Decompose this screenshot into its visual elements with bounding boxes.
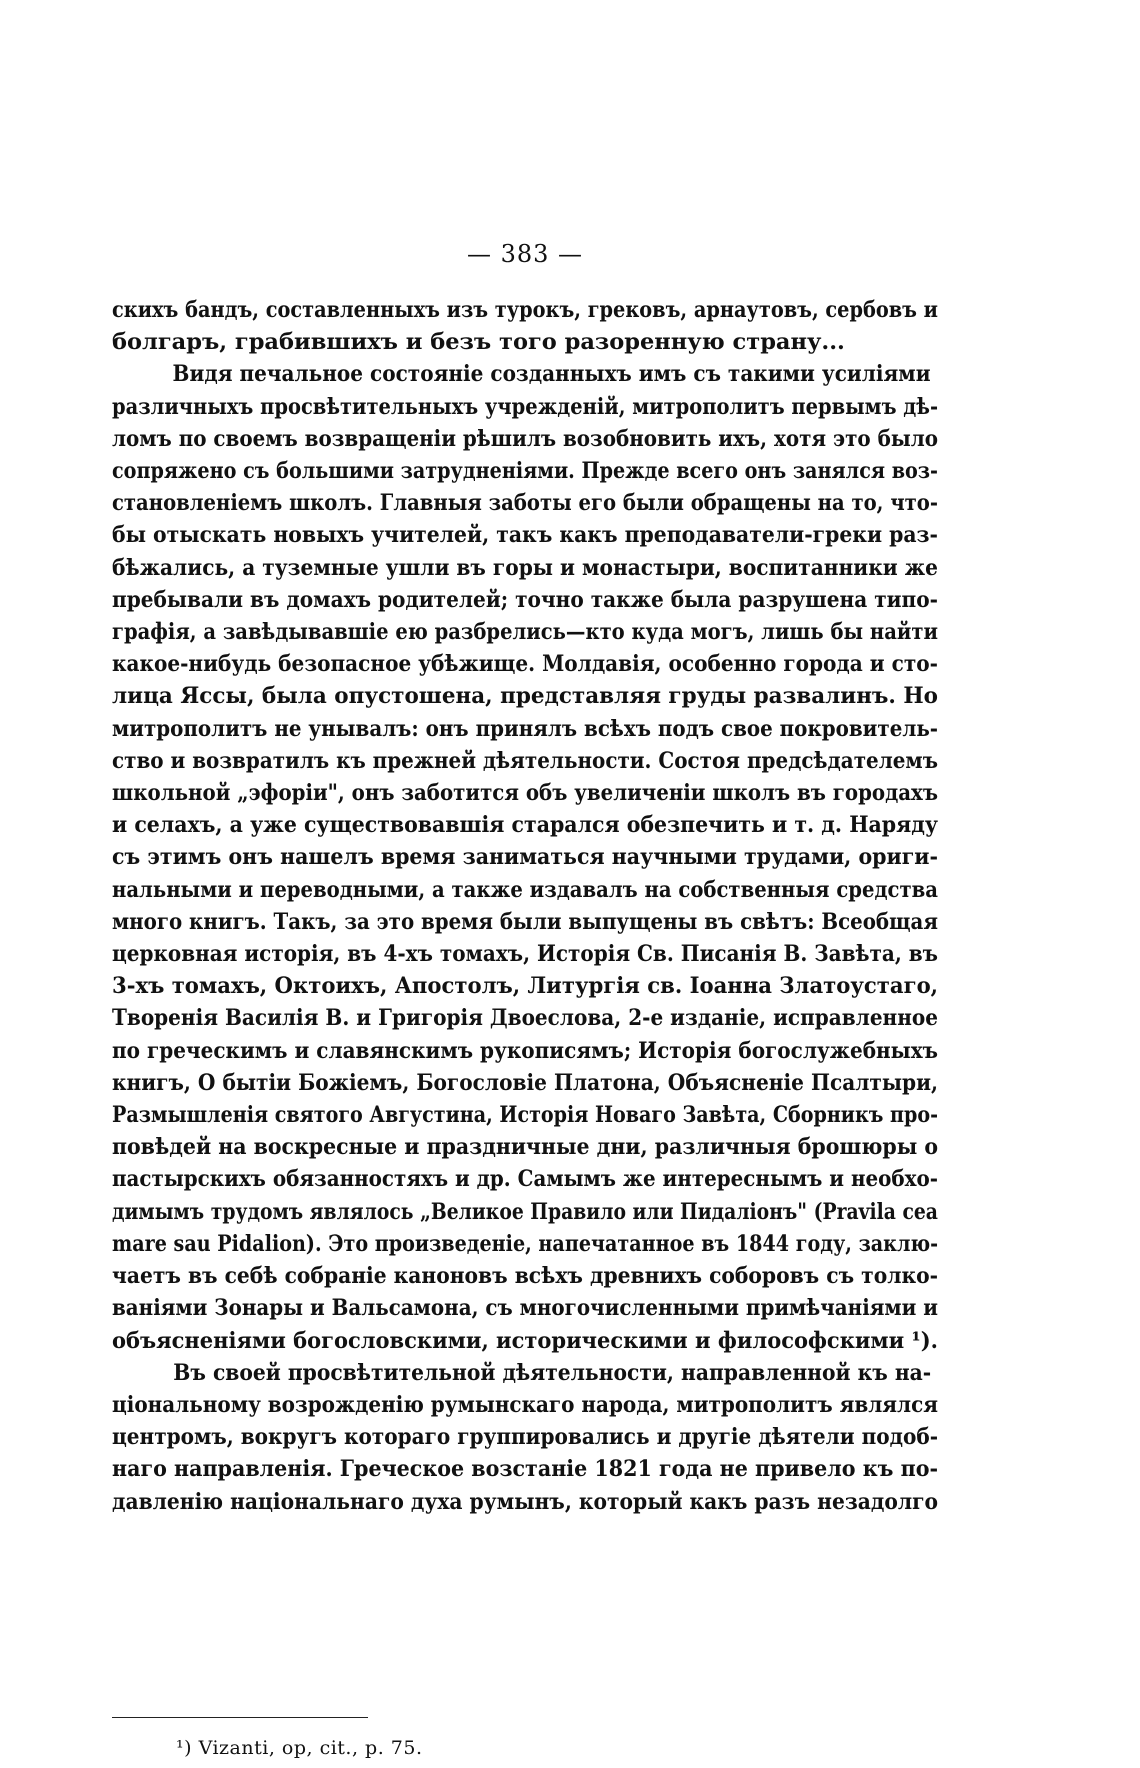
footnote: ¹) Vizanti, op, cit., p. 75. <box>176 1737 423 1759</box>
text-line: лица Яссы, была опустошена, представляя груды развалинъ. Но <box>112 683 938 710</box>
text-line: какое-нибудь безопасное убѣжище. Молдавія, особенно города и сто- <box>112 651 939 678</box>
paragraph <box>112 358 938 1356</box>
text-line: церковная исторія, въ 4-хъ томахъ, Исторія Св. Писанія В. Завѣта, въ <box>112 941 938 968</box>
text-line: чаетъ въ себѣ собраніе каноновъ всѣхъ древнихъ соборовъ съ толко- <box>112 1263 939 1290</box>
text-line: школьной „эфоріи", онъ заботится объ увеличеніи школъ въ городахъ <box>112 780 939 807</box>
text-line: пастырскихъ обязанностяхъ и др. Самымъ же интереснымъ и необхо- <box>112 1166 938 1193</box>
text-line: скихъ бандъ, составленныхъ изъ турокъ, грековъ, арнаутовъ, сербовъ и <box>112 297 938 323</box>
text-line: димымъ трудомъ являлось „Великое Правило или Пидаліонъ" (Pravila cea <box>112 1198 938 1225</box>
body-text <box>112 294 938 1518</box>
text-line: митрополитъ не унывалъ: онъ принялъ всѣхъ подъ свое покровитель- <box>112 715 939 742</box>
paragraph <box>112 294 938 358</box>
text-line: наго направленія. Греческое возстаніе 1821 года не привело къ по- <box>112 1456 939 1483</box>
text-line: сопряжено съ большими затрудненіями. Прежде всего онъ занялся воз- <box>112 458 939 485</box>
page-number: — 383 — <box>466 240 584 268</box>
paragraph <box>112 1357 938 1518</box>
footnote-divider <box>112 1717 368 1718</box>
text-line: давленію національнаго духа румынъ, который какъ разъ незадолго <box>112 1488 938 1515</box>
text-line: пребывали въ домахъ родителей; точно также была разрушена типо- <box>112 586 938 613</box>
text-line: объясненіями богословскими, историческими и философскими ¹). <box>112 1327 938 1354</box>
text-line: ство и возвратилъ къ прежней дѣятельности. Состоя предсѣдателемъ <box>112 747 939 774</box>
text-line: бы отыскать новыхъ учителей, такъ какъ преподаватели-греки раз- <box>112 522 938 549</box>
text-line: Въ своей просвѣтительной дѣятельности, направленной къ на- <box>173 1359 932 1386</box>
text-line: ціональному возрожденію румынскаго народа, митрополитъ являлся <box>112 1391 938 1418</box>
text-line: становленіемъ школъ. Главныя заботы его были обращены на то, что- <box>112 490 938 517</box>
text-line: Творенія Василія В. и Григорія Двоеслова, 2-е изданіе, исправленное <box>112 1005 938 1032</box>
text-line: графія, а завѣдывавшіе ею разбрелись—кто куда могъ, лишь бы найти <box>112 619 938 646</box>
text-line: много книгъ. Такъ, за это время были выпущены въ свѣтъ: Всеобщая <box>112 908 938 935</box>
text-line: бѣжались, а туземные ушли въ горы и монастыри, воспитанники же <box>112 554 938 581</box>
text-line: книгъ, О бытіи Божіемъ, Богословіе Платона, Объясненіе Псалтыри, <box>112 1069 939 1096</box>
text-line: центромъ, вокругъ котораго группировались и другіе дѣятели подоб- <box>112 1424 939 1451</box>
text-line: различныхъ просвѣтительныхъ учрежденій, митрополитъ первымъ дѣ- <box>112 393 939 420</box>
text-line: съ этимъ онъ нашелъ время заниматься научными трудами, ориги- <box>112 844 939 871</box>
text-line: и селахъ, а уже существовавшія старался обезпечить и т. д. Наряду <box>112 812 939 839</box>
text-line: 3-хъ томахъ, Октоихъ, Апостолъ, Литургія св. Іоанна Златоустаго, <box>112 973 939 1000</box>
text-line: нальными и переводными, а также издавалъ на собственныя средства <box>112 876 938 903</box>
text-line: Видя печальное состояніе созданныхъ имъ съ такими усиліями <box>172 361 931 388</box>
text-line: Размышленія святого Августина, Исторія Новаго Завѣта, Сборникъ про- <box>112 1102 939 1129</box>
text-line: mare sau Pidalion). Это произведеніе, напечатанное въ 1844 году, заклю- <box>112 1230 939 1257</box>
text-line: ломъ по своемъ возвращеніи рѣшилъ возобновить ихъ, хотя это было <box>112 425 939 452</box>
text-line: повѣдей на воскресные и праздничные дни, различныя брошюры о <box>112 1134 939 1161</box>
text-line: по греческимъ и славянскимъ рукописямъ; Исторія богослужебныхъ <box>112 1037 939 1064</box>
text-line: болгаръ, грабившихъ и безъ того разоренную страну... <box>112 329 845 356</box>
text-line: ваніями Зонары и Вальсамона, съ многочисленными примѣчаніями и <box>112 1295 939 1322</box>
